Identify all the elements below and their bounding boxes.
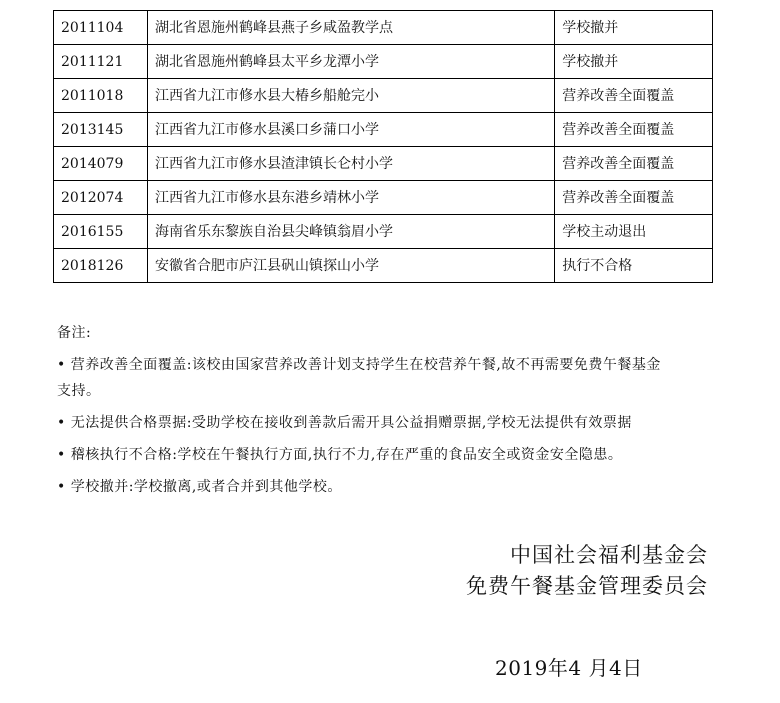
school-code: 2012074	[54, 181, 148, 215]
signature-date: 2019年4 月4日	[495, 656, 643, 680]
note-audit-failed: • 稽核执行不合格:学校在午餐执行方面,执行不力,存在严重的食品安全或资金安全隐患。	[57, 447, 623, 463]
exit-reason: 营养改善全面覆盖	[555, 147, 713, 181]
school-code: 2013145	[54, 113, 148, 147]
signature-org-foundation: 中国社会福利基金会	[510, 543, 708, 567]
note-invalid-receipt: • 无法提供合格票据:受助学校在接收到善款后需开具公益捐赠票据,学校无法提供有效票据	[57, 415, 632, 431]
exit-reason: 执行不合格	[555, 249, 713, 283]
exit-reason: 营养改善全面覆盖	[555, 79, 713, 113]
note-text-continued: 支持。	[57, 383, 101, 399]
school-name: 江西省九江市修水县渣津镇长仑村小学	[147, 147, 554, 181]
school-name: 江西省九江市修水县大椿乡船舱完小	[147, 79, 554, 113]
note-school-merged: • 学校撤并:学校撤离,或者合并到其他学校。	[57, 479, 342, 495]
table-row	[54, 79, 713, 113]
school-name: 湖北省恩施州鹤峰县太平乡龙潭小学	[147, 45, 554, 79]
signature-org-committee: 免费午餐基金管理委员会	[466, 574, 708, 598]
school-name: 江西省九江市修水县溪口乡蒲口小学	[147, 113, 554, 147]
table-row	[54, 147, 713, 181]
school-code: 2016155	[54, 215, 148, 249]
school-code: 2014079	[54, 147, 148, 181]
withdrawn-schools-table	[53, 10, 713, 283]
table-row	[54, 181, 713, 215]
school-name: 江西省九江市修水县东港乡靖林小学	[147, 181, 554, 215]
exit-reason: 学校撤并	[555, 11, 713, 45]
school-name: 海南省乐东黎族自治县尖峰镇翁眉小学	[147, 215, 554, 249]
table-row	[54, 249, 713, 283]
school-code: 2011018	[54, 79, 148, 113]
table-row	[54, 11, 713, 45]
signature-block	[466, 540, 708, 602]
exit-reason: 营养改善全面覆盖	[555, 181, 713, 215]
note-text: • 营养改善全面覆盖:该校由国家营养改善计划支持学生在校营养午餐,故不再需要免费午餐基金	[57, 357, 661, 373]
school-code: 2018126	[54, 249, 148, 283]
notes-section	[57, 320, 757, 500]
school-name: 湖北省恩施州鹤峰县燕子乡咸盈教学点	[147, 11, 554, 45]
note-nutrition-coverage	[57, 352, 757, 404]
table-row	[54, 215, 713, 249]
school-code: 2011104	[54, 11, 148, 45]
school-code: 2011121	[54, 45, 148, 79]
table-row	[54, 113, 713, 147]
school-name: 安徽省合肥市庐江县矾山镇探山小学	[147, 249, 554, 283]
exit-reason: 营养改善全面覆盖	[555, 113, 713, 147]
exit-reason: 学校撤并	[555, 45, 713, 79]
table-row	[54, 45, 713, 79]
exit-reason: 学校主动退出	[555, 215, 713, 249]
notes-title: 备注:	[57, 325, 92, 341]
